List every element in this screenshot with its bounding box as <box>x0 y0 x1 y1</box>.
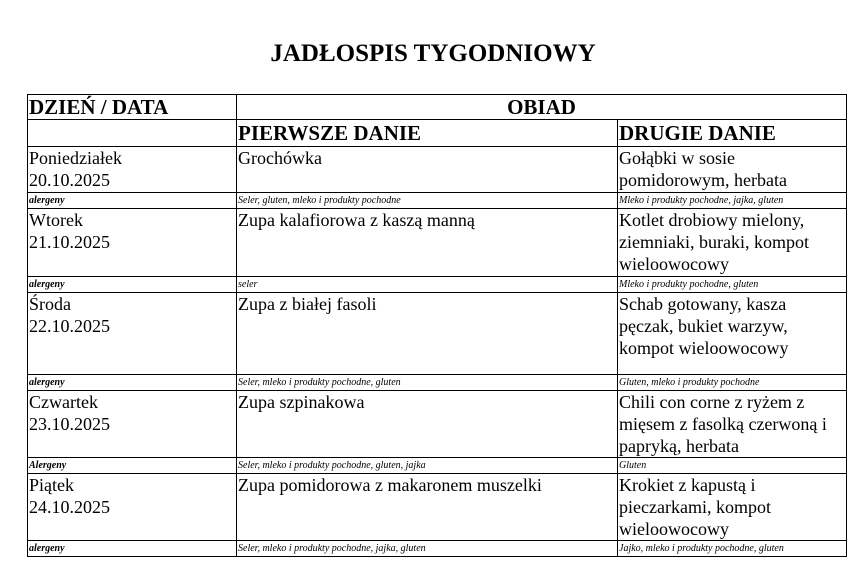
menu-row-wednesday <box>28 293 847 375</box>
first-course-allergens: Seler, gluten, mleko i produkty pochodne <box>237 193 618 209</box>
header-day-date: DZIEŃ / DATA <box>28 95 237 120</box>
day-name: Wtorek <box>29 210 83 230</box>
allergen-label: alergeny <box>28 277 237 293</box>
day-date: 20.10.2025 <box>29 170 110 190</box>
second-course-allergens: Mleko i produkty pochodne, gluten <box>618 277 847 293</box>
first-course: Grochówka <box>237 147 618 193</box>
first-course-allergens: seler <box>237 277 618 293</box>
menu-row-thursday <box>28 391 847 458</box>
allergen-row-tuesday <box>28 277 847 293</box>
subheader-empty <box>28 120 237 147</box>
second-course: Gołąbki w sosie pomidorowym, herbata <box>618 147 847 193</box>
first-course: Zupa z białej fasoli <box>237 293 618 375</box>
allergen-label: alergeny <box>28 541 237 557</box>
allergen-row-monday <box>28 193 847 209</box>
weekly-menu-table <box>27 94 847 557</box>
day-cell <box>28 147 237 193</box>
day-name: Piątek <box>29 475 74 495</box>
day-cell <box>28 474 237 541</box>
second-course-allergens: Gluten, mleko i produkty pochodne <box>618 375 847 391</box>
allergen-row-wednesday <box>28 375 847 391</box>
first-course-allergens: Seler, mleko i produkty pochodne, gluten <box>237 375 618 391</box>
allergen-row-friday <box>28 541 847 557</box>
allergen-label: alergeny <box>28 375 237 391</box>
allergen-row-thursday <box>28 458 847 474</box>
day-name: Poniedziałek <box>29 148 122 168</box>
day-name: Czwartek <box>29 392 98 412</box>
day-cell <box>28 209 237 277</box>
first-course-allergens: Seler, mleko i produkty pochodne, jajka, gluten <box>237 541 618 557</box>
day-date: 23.10.2025 <box>29 414 110 434</box>
second-course-allergens: Mleko i produkty pochodne, jajka, gluten <box>618 193 847 209</box>
header-row <box>28 95 847 120</box>
allergen-label: Alergeny <box>28 458 237 474</box>
second-course: Chili con corne z ryżem z mięsem z fasolką czerwoną i papryką, herbata <box>618 391 847 458</box>
day-cell <box>28 293 237 375</box>
menu-row-monday <box>28 147 847 193</box>
first-course-allergens: Seler, mleko i produkty pochodne, gluten, jajka <box>237 458 618 474</box>
day-date: 24.10.2025 <box>29 497 110 517</box>
first-course: Zupa kalafiorowa z kaszą manną <box>237 209 618 277</box>
first-course: Zupa pomidorowa z makaronem muszelki <box>237 474 618 541</box>
menu-row-tuesday <box>28 209 847 277</box>
header-first-course: PIERWSZE DANIE <box>237 120 618 147</box>
day-cell <box>28 391 237 458</box>
second-course: Schab gotowany, kasza pęczak, bukiet warzyw, kompot wieloowocowy <box>618 293 847 375</box>
subheader-row <box>28 120 847 147</box>
second-course: Kotlet drobiowy mielony, ziemniaki, buraki, kompot wieloowocowy <box>618 209 847 277</box>
day-date: 21.10.2025 <box>29 232 110 252</box>
day-date: 22.10.2025 <box>29 316 110 336</box>
second-course-allergens: Jajko, mleko i produkty pochodne, gluten <box>618 541 847 557</box>
second-course-allergens: Gluten <box>618 458 847 474</box>
header-second-course: DRUGIE DANIE <box>618 120 847 147</box>
header-lunch: OBIAD <box>237 95 847 120</box>
document-title: JADŁOSPIS TYGODNIOWY <box>270 40 596 67</box>
allergen-label: alergeny <box>28 193 237 209</box>
day-name: Środa <box>29 294 71 314</box>
menu-row-friday <box>28 474 847 541</box>
second-course: Krokiet z kapustą i pieczarkami, kompot wieloowocowy <box>618 474 847 541</box>
first-course: Zupa szpinakowa <box>237 391 618 458</box>
